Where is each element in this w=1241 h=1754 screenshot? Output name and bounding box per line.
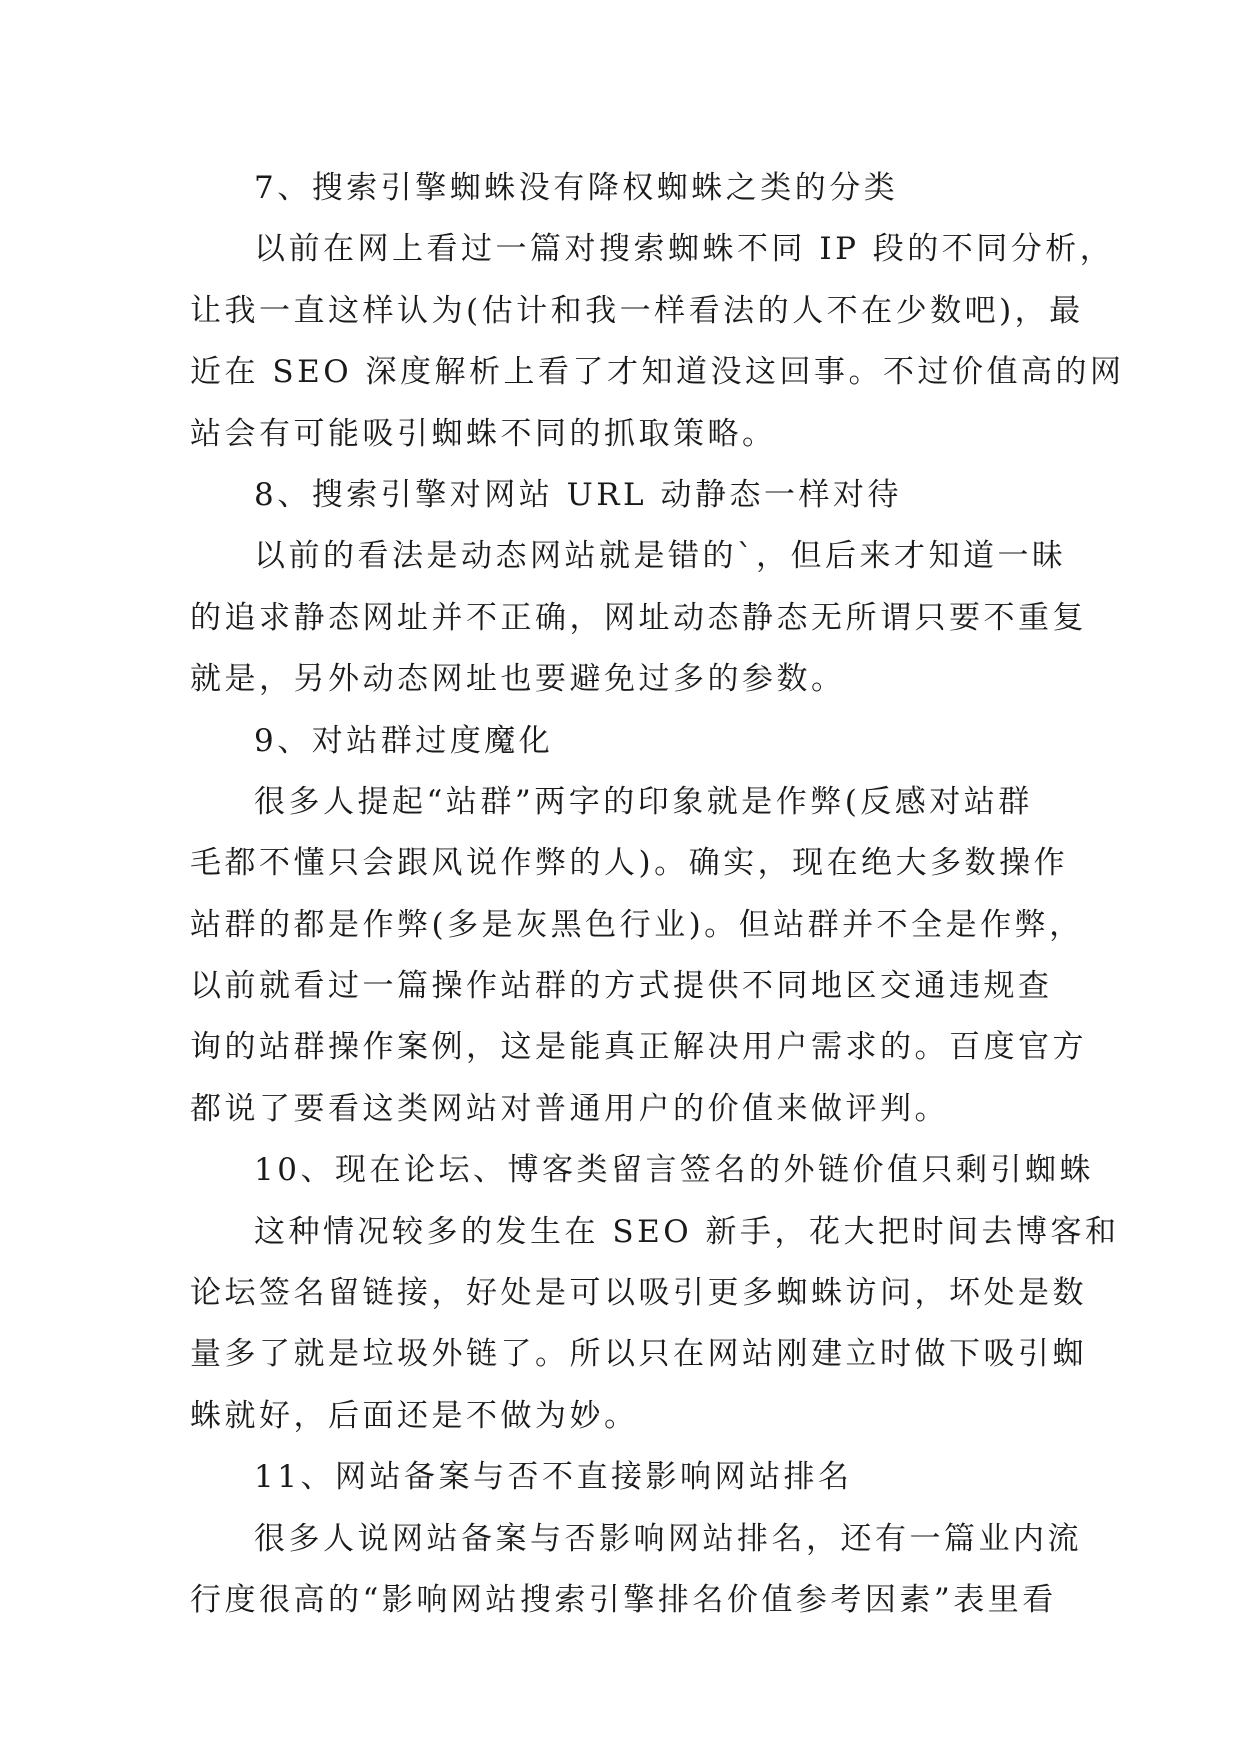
paragraph-line: 这种情况较多的发生在 SEO 新手，花大把时间去博客和 <box>254 1213 1120 1250</box>
section-heading-8: 8、搜索引擎对网站 URL 动静态一样对待 <box>254 476 902 513</box>
paragraph-line: 很多人说网站备案与否影响网站排名，还有一篇业内流 <box>254 1520 1082 1557</box>
paragraph-line: 让我一直这样认为(估计和我一样看法的人不在少数吧)，最 <box>190 292 1084 329</box>
paragraph-line: 都说了要看这类网站对普通用户的价值来做评判。 <box>190 1090 949 1127</box>
paragraph-line: 行度很高的“影响网站搜索引擎排名价值参考因素”表里看 <box>190 1581 1057 1618</box>
section-heading-9: 9、对站群过度魔化 <box>254 722 554 759</box>
paragraph-line: 就是，另外动态网址也要避免过多的参数。 <box>190 661 846 698</box>
paragraph-line: 以前的看法是动态网站就是错的`，但后来才知道一昧 <box>254 538 1067 575</box>
paragraph-line: 询的站群操作案例，这是能真正解决用户需求的。百度官方 <box>190 1029 1087 1066</box>
paragraph-line: 站群的都是作弊(多是灰黑色行业)。但站群并不全是作弊， <box>190 906 1084 943</box>
paragraph-line: 很多人提起“站群”两字的印象就是作弊(反感对站群 <box>254 783 1033 820</box>
paragraph-line: 以前就看过一篇操作站群的方式提供不同地区交通违规查 <box>190 968 1053 1005</box>
paragraph-line: 站会有可能吸引蜘蛛不同的抓取策略。 <box>190 415 777 452</box>
paragraph-line: 论坛签名留链接，好处是可以吸引更多蜘蛛访问，坏处是数 <box>190 1275 1087 1312</box>
paragraph-line: 的追求静态网址并不正确，网址动态静态无所谓只要不重复 <box>190 599 1087 636</box>
section-heading-10: 10、现在论坛、博客类留言签名的外链价值只剩引蜘蛛 <box>254 1152 1094 1189</box>
paragraph-line: 蛛就好，后面还是不做为妙。 <box>190 1397 639 1434</box>
paragraph-line: 近在 SEO 深度解析上看了才知道没这回事。不过价值高的网 <box>190 354 1125 391</box>
paragraph-line: 以前在网上看过一篇对搜索蜘蛛不同 IP 段的不同分析， <box>254 231 1115 268</box>
paragraph-line: 量多了就是垃圾外链了。所以只在网站刚建立时做下吸引蜘 <box>190 1336 1087 1373</box>
section-heading-7: 7、搜索引擎蜘蛛没有降权蜘蛛之类的分类 <box>254 170 899 206</box>
document-page <box>190 158 1125 1631</box>
paragraph-line: 毛都不懂只会跟风说作弊的人)。确实，现在绝大多数操作 <box>190 845 1069 882</box>
section-heading-11: 11、网站备案与否不直接影响网站排名 <box>254 1459 853 1496</box>
